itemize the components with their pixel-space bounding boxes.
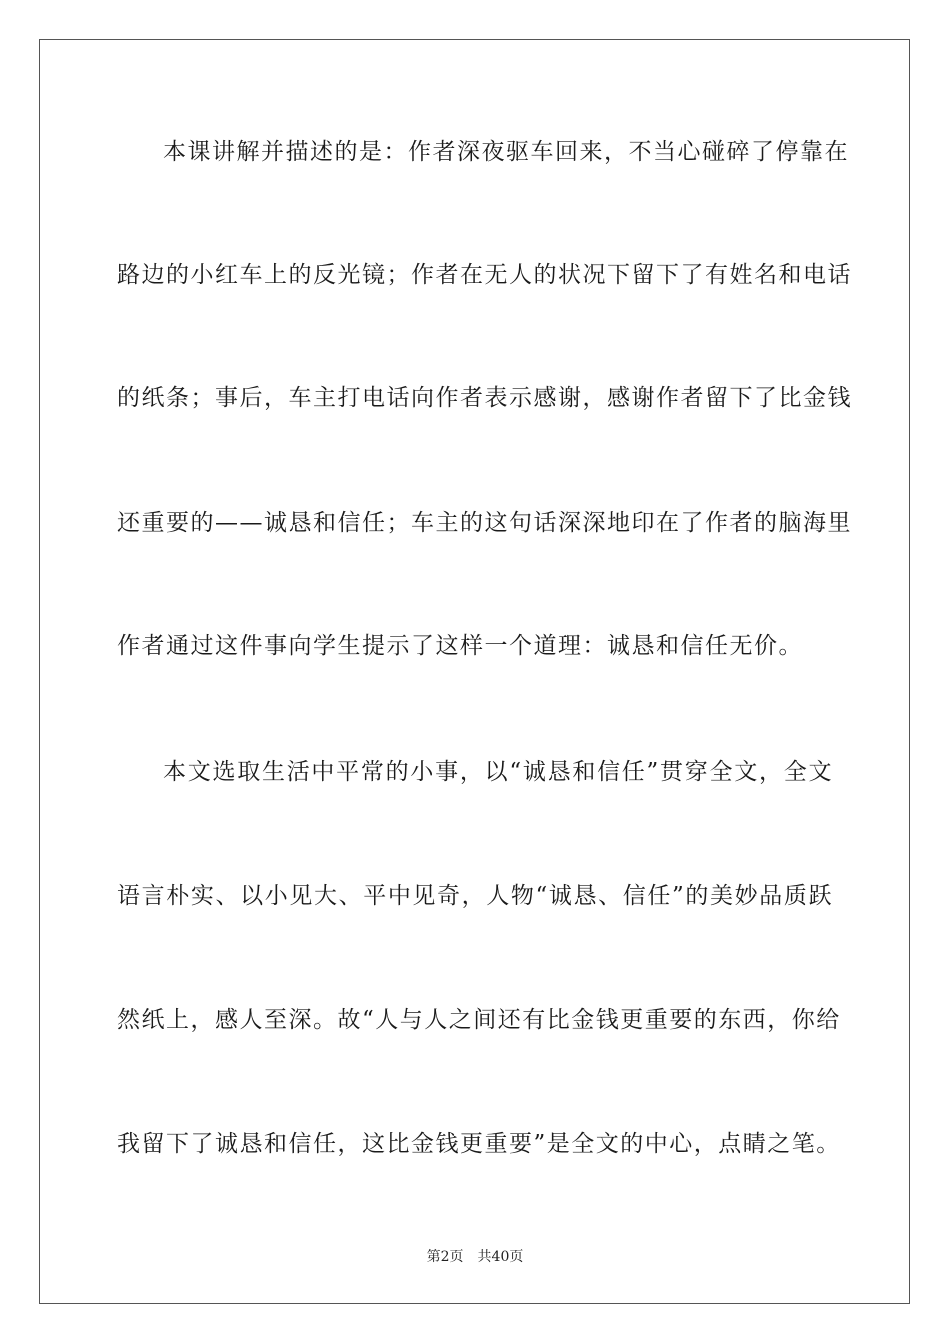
paragraph-1-line-3: 的纸条；事后，车主打电话向作者表示感谢，感谢作者留下了比金钱 (117, 385, 852, 411)
paragraph-2-line-2: 语言朴实、以小见大、平中见奇，人物“诚恳、信任”的美妙品质跃 (117, 883, 833, 909)
paragraph-1-line-2: 路边的小红车上的反光镜；作者在无人的状况下留下了有姓名和电话 (117, 262, 852, 288)
paragraph-1-line-4: 还重要的——诚恳和信任；车主的这句话深深地印在了作者的脑海里 (117, 510, 852, 536)
page-border (39, 39, 910, 1304)
paragraph-2-line-4: 我留下了诚恳和信任，这比金钱更重要”是全文的中心，点睛之笔。 (117, 1131, 841, 1157)
paragraph-2-line-1: 本文选取生活中平常的小事，以“诚恳和信任”贯穿全文，全文 (163, 759, 833, 785)
paragraph-2-line-3: 然纸上，感人至深。故“人与人之间还有比金钱更重要的东西，你给 (117, 1007, 841, 1033)
page-number: 第2页 (426, 1249, 464, 1265)
page-footer (0, 1248, 950, 1266)
total-pages: 共40页 (477, 1249, 524, 1265)
paragraph-1-line-1: 本课讲解并描述的是：作者深夜驱车回来，不当心碰碎了停靠在 (163, 139, 849, 165)
paragraph-1-line-5: 作者通过这件事向学生提示了这样一个道理：诚恳和信任无价。 (117, 633, 803, 659)
